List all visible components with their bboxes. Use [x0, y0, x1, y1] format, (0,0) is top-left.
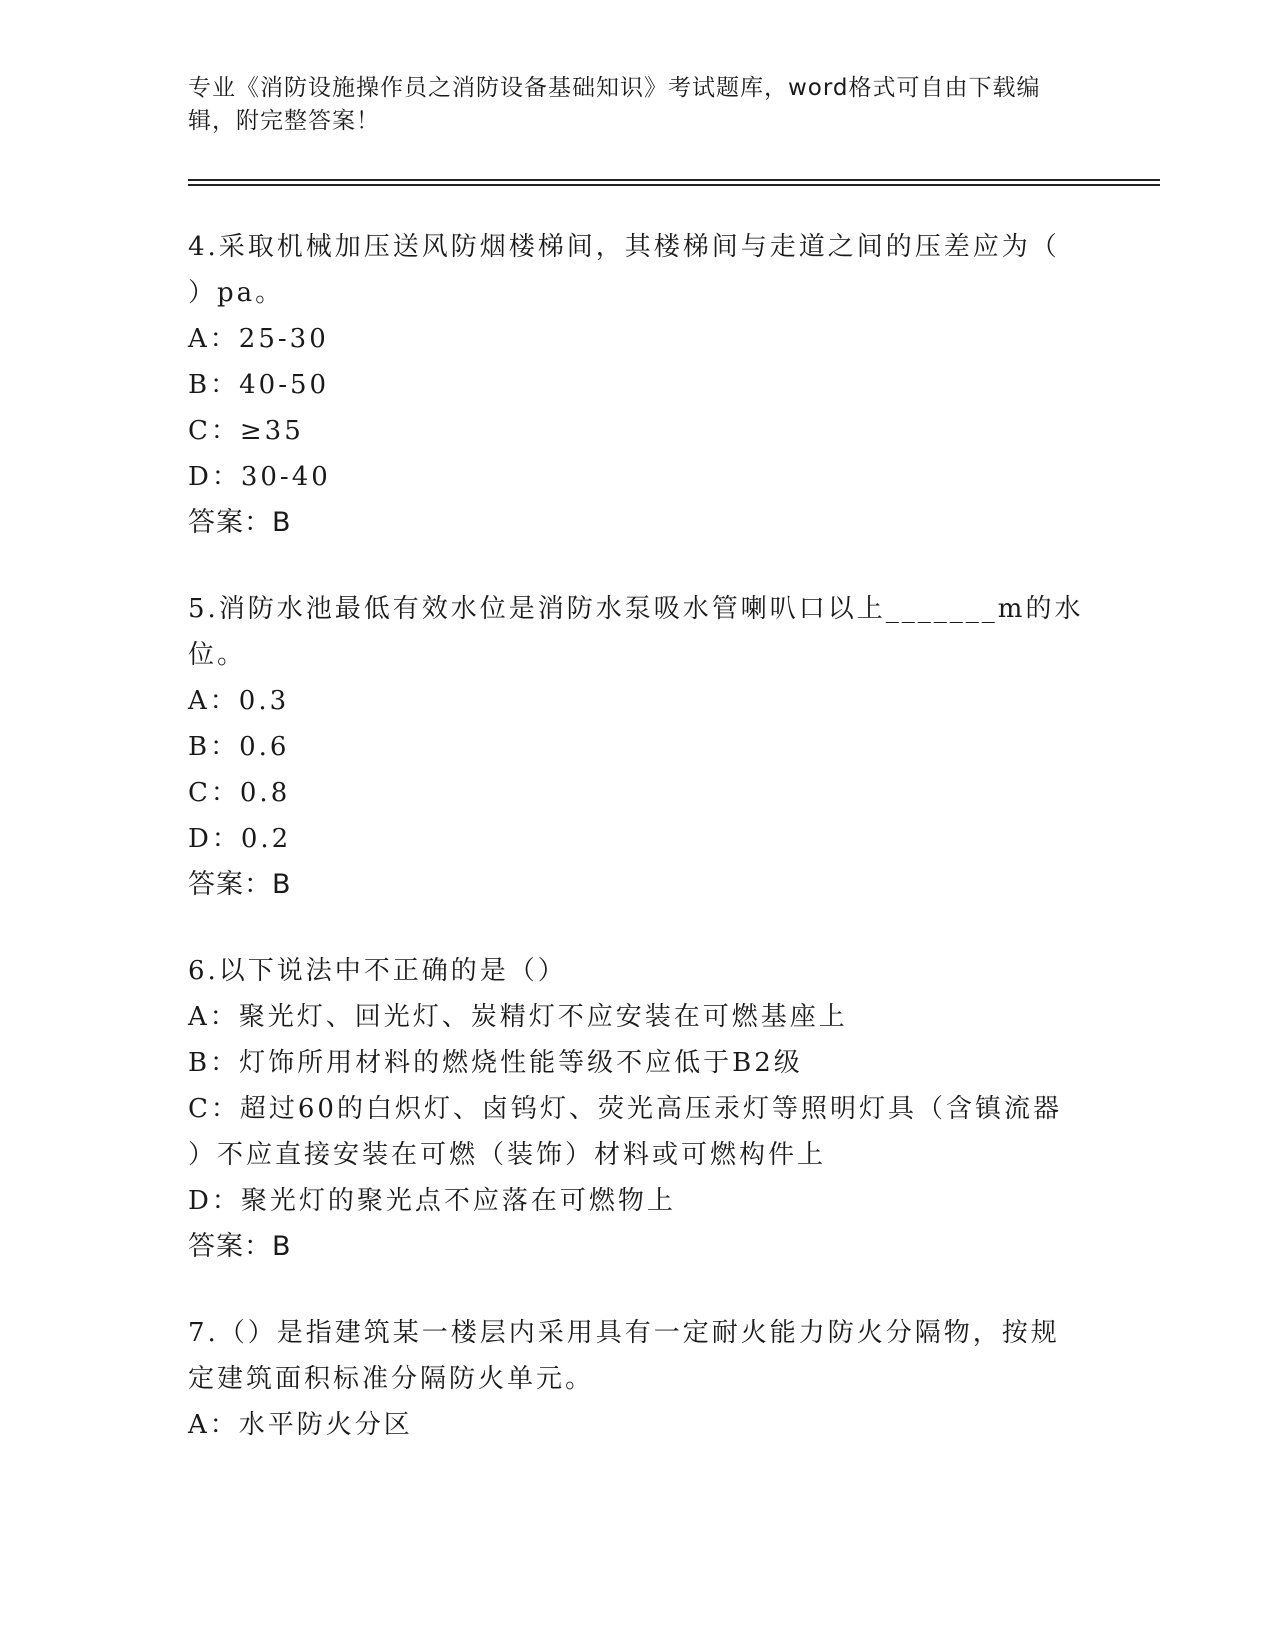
question-4: [188, 224, 1068, 546]
option-d: D：聚光灯的聚光点不应落在可燃物上: [188, 1186, 676, 1216]
header-line-1: 专业《消防设施操作员之消防设备基础知识》考试题库，word格式可自由下载编: [188, 75, 1041, 101]
option-d: D：0.2: [188, 824, 292, 854]
question-7: [188, 1310, 1068, 1448]
answer: 答案：B: [188, 869, 292, 900]
question-stem: 7.（）是指建筑某一楼层内采用具有一定耐火能力防火分隔物，按规: [188, 1318, 1060, 1348]
answer: 答案：B: [188, 1231, 292, 1262]
option-c: C：超过60的白炽灯、卤钨灯、荧光高压汞灯等照明灯具（含镇流器: [188, 1094, 1062, 1124]
option-c: C：0.8: [188, 778, 291, 808]
option-c-continued: ）不应直接安装在可燃（装饰）材料或可燃构件上: [188, 1140, 827, 1170]
option-a: A：聚光灯、回光灯、炭精灯不应安装在可燃基座上: [188, 1002, 848, 1032]
option-d: D：30-40: [188, 462, 331, 492]
option-b: B：灯饰所用材料的燃烧性能等级不应低于B2级: [188, 1048, 803, 1078]
header-line-2: 辑，附完整答案！: [188, 108, 380, 134]
question-5: [188, 586, 1084, 908]
option-b: B：40-50: [188, 370, 330, 400]
option-a: A：25-30: [188, 324, 329, 354]
question-stem: 5.消防水池最低有效水位是消防水泵吸水管喇叭口以上_______m的水: [188, 594, 1084, 624]
option-c: C：≥35: [188, 416, 304, 446]
option-a: A：0.3: [188, 686, 290, 716]
header-divider-bottom: [188, 184, 1160, 186]
question-stem: 6.以下说法中不正确的是（）: [188, 956, 567, 986]
question-stem: ）pa。: [188, 278, 285, 308]
option-a: A：水平防火分区: [188, 1410, 413, 1440]
header-divider-top: [188, 179, 1160, 181]
answer: 答案：B: [188, 507, 292, 538]
question-stem: 位。: [188, 640, 247, 670]
question-6: [188, 948, 1068, 1270]
document-header: [188, 72, 1088, 138]
question-stem: 4.采取机械加压送风防烟楼梯间，其楼梯间与走道之间的压差应为（: [188, 232, 1060, 262]
option-b: B：0.6: [188, 732, 290, 762]
question-stem: 定建筑面积标准分隔防火单元。: [188, 1364, 595, 1394]
